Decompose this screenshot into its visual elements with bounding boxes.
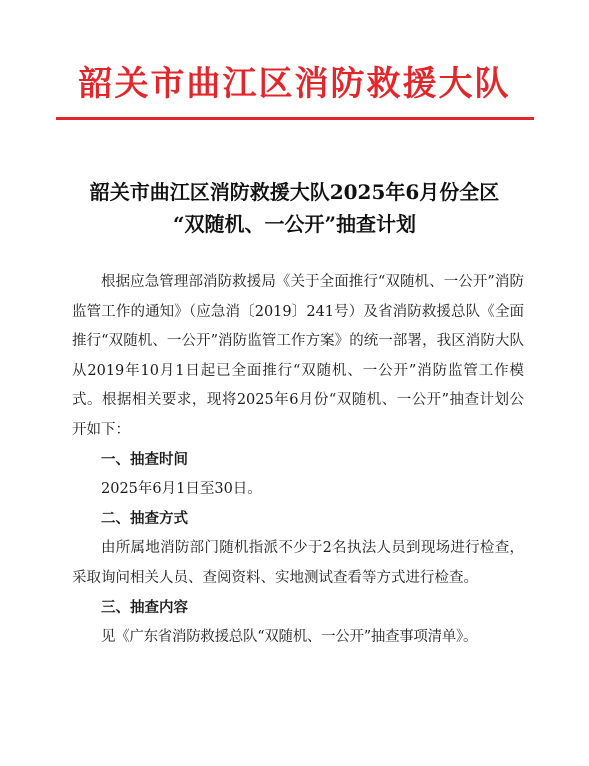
- masthead-red-rule: [56, 117, 534, 120]
- section-heading-method: 二、抽查方式: [101, 510, 188, 527]
- masthead-title: 韶关市曲江区消防救援大队: [78, 64, 511, 104]
- section-text-content: 见《广东省消防救援总队“双随机、一公开”抽查事项清单》。: [101, 629, 478, 646]
- document-title-line-2: “双随机、一公开”抽查计划: [172, 212, 416, 236]
- document-body: [72, 268, 524, 653]
- intro-paragraph: 根据应急管理部消防救援局《关于全面推行“双随机、一公开”消防监管工作的通知》（应急消〔2019〕241号）及省消防救援总队《全面推行“双随机、一公开”消防监管工作方案》的统一部署，我区消防大队从2019年10月1日起已全面推行“双随机、一公开”消防监管工作模式。根据相关要求，现将2025年6月份“双随机、一公开”抽查计划公开如下：: [72, 274, 524, 438]
- document-title-line-1: 韶关市曲江区消防救援大队2025年6月份全区: [89, 180, 500, 204]
- section-text-method: 由所属地消防部门随机指派不少于2名执法人员到现场进行检查，采取询问相关人员、查阅资料、实地测试查看等方式进行检查。: [72, 540, 524, 586]
- section-text-time: 2025年6月1日至30日。: [101, 481, 262, 498]
- section-heading-content: 三、抽查内容: [101, 599, 188, 616]
- document-title: [40, 176, 549, 240]
- section-heading-time: 一、抽查时间: [101, 451, 188, 468]
